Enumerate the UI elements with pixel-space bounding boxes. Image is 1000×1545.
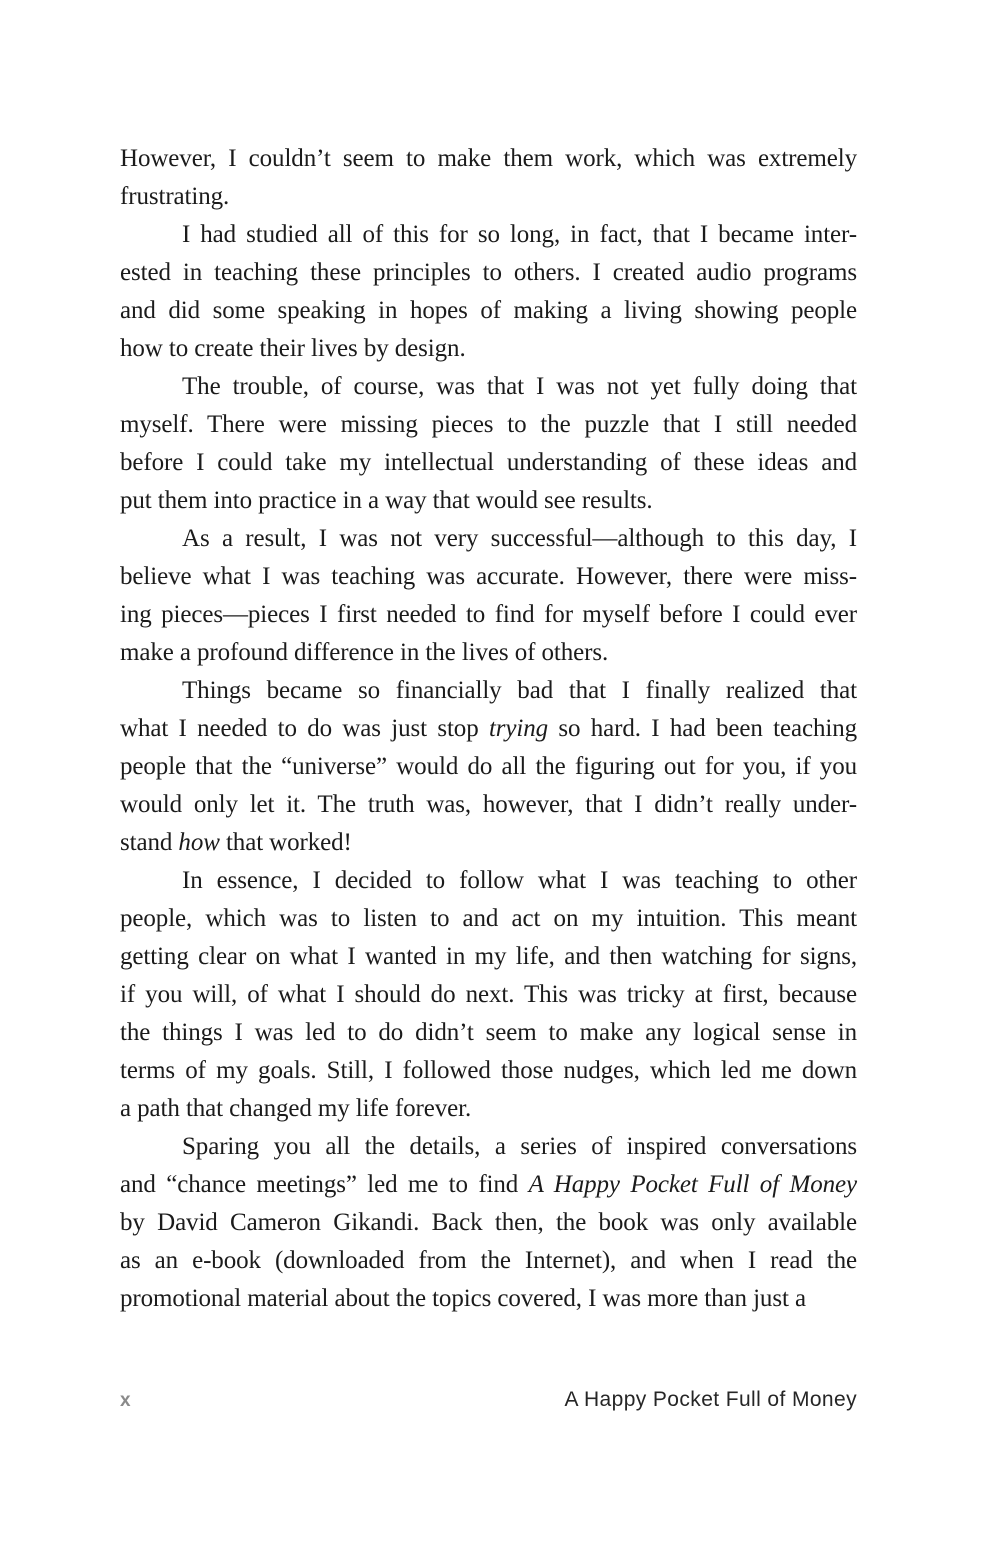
text-segment: believe what I was teaching was accurate. However, there were miss-	[120, 563, 857, 590]
text-line	[120, 558, 857, 596]
text-line	[120, 330, 857, 368]
text-segment: the things I was led to do didn’t seem to make any logical sense in	[120, 1019, 857, 1046]
running-title: A Happy Pocket Full of Money	[564, 1388, 857, 1411]
text-segment: a path that changed my life forever.	[120, 1095, 472, 1122]
text-line	[120, 1014, 857, 1052]
text-line	[120, 1128, 857, 1166]
text-line	[120, 596, 857, 634]
text-line	[120, 938, 857, 976]
text-line	[120, 178, 857, 216]
paragraph	[120, 672, 857, 862]
text-segment: ing pieces—pieces I first needed to find for myself before I could ever	[120, 601, 857, 628]
text-segment: would only let it. The truth was, however, that I didn’t really under-	[120, 791, 857, 818]
text-line	[120, 444, 857, 482]
text-segment: people that the “universe” would do all the figuring out for you, if you	[120, 753, 857, 780]
text-segment: myself. There were missing pieces to the puzzle that I still needed	[120, 411, 857, 438]
text-segment: I had studied all of this for so long, in fact, that I became inter-	[182, 221, 857, 248]
paragraph	[120, 1128, 857, 1318]
text-segment: before I could take my intellectual understanding of these ideas and	[120, 449, 857, 476]
text-segment: The trouble, of course, was that I was not yet fully doing that	[182, 373, 857, 400]
text-segment: In essence, I decided to follow what I was teaching to other	[182, 867, 857, 894]
text-segment: Sparing you all the details, a series of inspired conversations	[182, 1133, 857, 1160]
text-segment: frustrating.	[120, 183, 230, 210]
text-segment: As a result, I was not very successful—although to this day, I	[182, 525, 857, 552]
text-line	[120, 406, 857, 444]
text-segment: if you will, of what I should do next. This was tricky at first, because	[120, 981, 857, 1008]
text-line	[120, 634, 857, 672]
paragraph	[120, 216, 857, 368]
text-segment: how to create their lives by design.	[120, 335, 466, 362]
text-line	[120, 520, 857, 558]
text-segment: what I needed to do was just stop	[120, 715, 489, 742]
paragraph	[120, 862, 857, 1128]
paragraph	[120, 520, 857, 672]
italic-text: trying	[488, 715, 549, 742]
text-segment: by David Cameron Gikandi. Back then, the book was only available	[120, 1209, 857, 1236]
text-segment: and “chance meetings” led me to find	[120, 1171, 529, 1198]
text-line	[120, 1166, 857, 1204]
text-segment: However, I couldn’t seem to make them work, which was extremely	[120, 145, 857, 172]
italic-text: how	[178, 829, 220, 856]
text-segment: promotional material about the topics covered, I was more than just a	[120, 1285, 806, 1312]
text-segment: put them into practice in a way that would see results.	[120, 487, 653, 514]
text-segment: as an e-book (downloaded from the Internet), and when I read the	[120, 1247, 857, 1274]
text-line	[120, 1090, 857, 1128]
text-line	[120, 710, 857, 748]
text-segment: stand	[120, 829, 179, 856]
text-line	[120, 1280, 857, 1318]
text-line	[120, 786, 857, 824]
text-segment: people, which was to listen to and act on my intuition. This meant	[120, 905, 857, 932]
body-text	[120, 140, 857, 1318]
paragraph	[120, 368, 857, 520]
text-segment: so hard. I had been teaching	[548, 715, 858, 742]
text-segment: ested in teaching these principles to others. I created audio programs	[120, 259, 857, 286]
text-line	[120, 254, 857, 292]
text-segment: and did some speaking in hopes of making a living showing people	[120, 297, 857, 324]
text-segment: terms of my goals. Still, I followed those nudges, which led me down	[120, 1057, 857, 1084]
text-line	[120, 976, 857, 1014]
footer	[120, 1388, 857, 1412]
text-line	[120, 1052, 857, 1090]
page-number: x	[120, 1390, 131, 1411]
text-line	[120, 824, 857, 862]
text-line	[120, 748, 857, 786]
text-line	[120, 292, 857, 330]
text-line	[120, 482, 857, 520]
text-line	[120, 368, 857, 406]
text-segment: Things became so financially bad that I finally realized that	[182, 677, 857, 704]
italic-text: A Happy Pocket Full of Money	[528, 1171, 857, 1198]
text-line	[120, 900, 857, 938]
text-line	[120, 862, 857, 900]
text-line	[120, 672, 857, 710]
text-line	[120, 1204, 857, 1242]
text-segment: make a profound difference in the lives of others.	[120, 639, 609, 666]
text-line	[120, 140, 857, 178]
text-segment: that worked!	[219, 829, 352, 856]
text-line	[120, 216, 857, 254]
text-line	[120, 1242, 857, 1280]
text-segment: getting clear on what I wanted in my life, and then watching for signs,	[120, 943, 857, 970]
paragraph	[120, 140, 857, 216]
